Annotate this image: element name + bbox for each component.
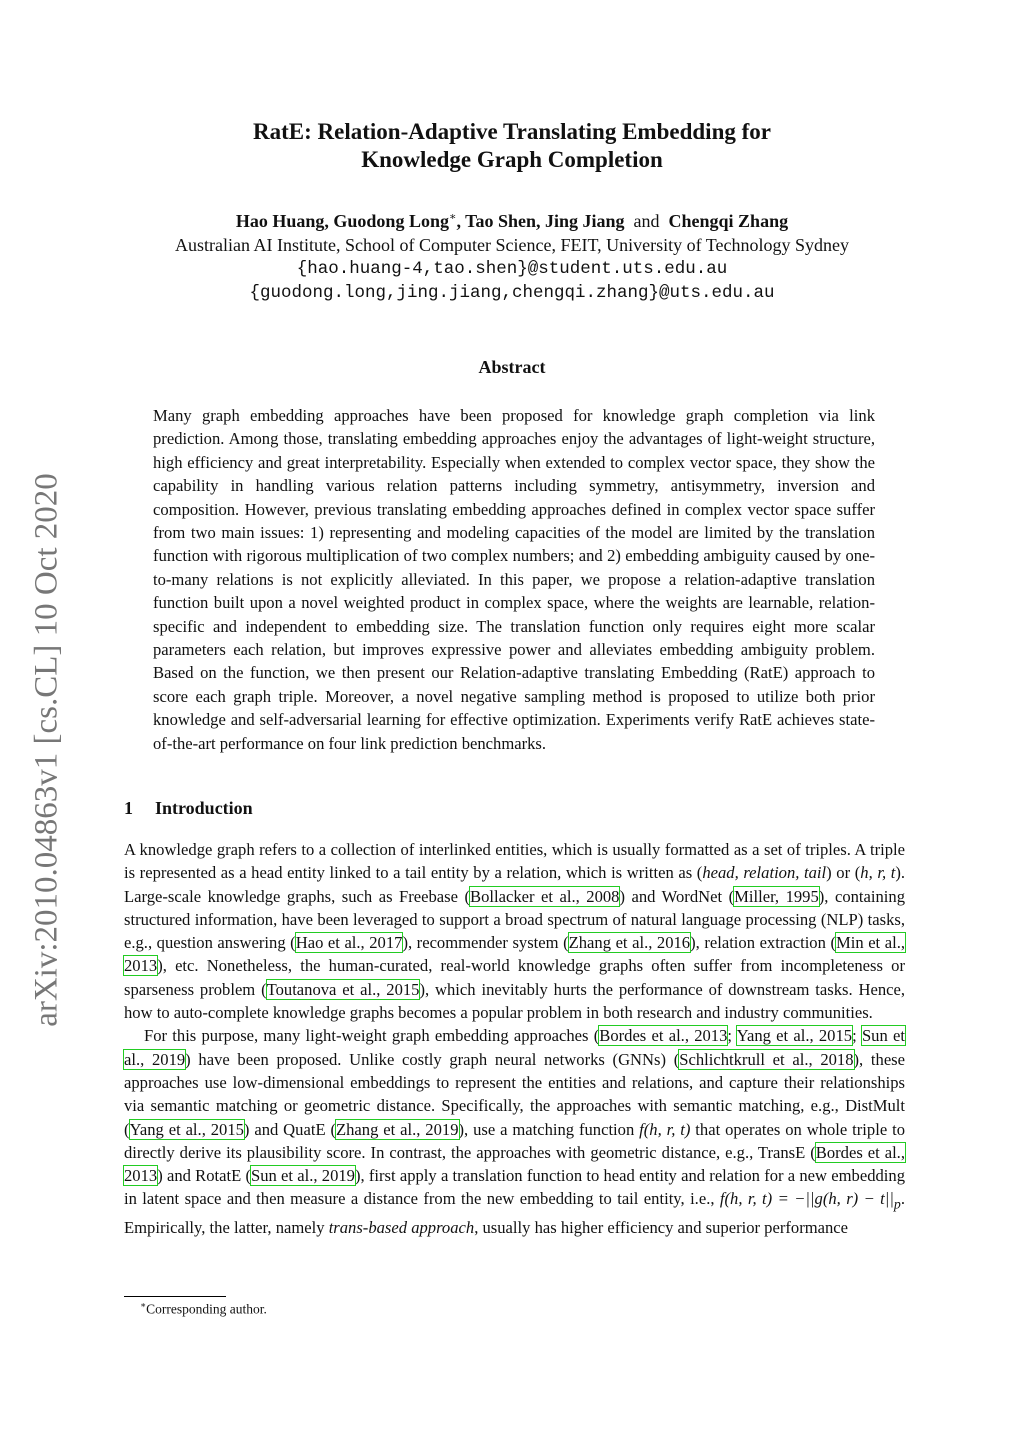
footnote-text: Corresponding author. xyxy=(146,1301,267,1317)
text-run: ) and QuatE ( xyxy=(243,1119,336,1139)
text-run: ; xyxy=(852,1026,862,1046)
text-run: . Empirically, the latter, namely xyxy=(124,1189,905,1238)
paragraph-1 xyxy=(124,838,905,1024)
italic-run: h, r, t xyxy=(860,863,896,883)
citation-link[interactable]: Yang et al., 2015 xyxy=(736,1026,853,1046)
paragraph-2 xyxy=(124,1024,905,1239)
author-block xyxy=(0,205,1024,305)
footnote-mark: ∗ xyxy=(140,1300,147,1310)
citation-link[interactable]: Sun et al., 2019 xyxy=(251,1166,355,1186)
author-group-2: , Tao Shen, Jing Jiang xyxy=(456,211,625,231)
section-body xyxy=(124,838,905,1239)
text-run: ). Large-scale knowledge graphs, such as Freebase ( xyxy=(124,863,906,906)
citation-link[interactable]: Bollacker et al., 2008 xyxy=(470,886,620,906)
text-run: ), recommender system ( xyxy=(402,933,569,953)
text-run: that operates on whole triple to directly derive its plausibility score. In contrast, the approaches with geometric distance, e.g., TransE ( xyxy=(124,1119,905,1162)
text-run: A knowledge graph refers to a collection of interlinked entities, which is usually formatted as a set of triples. A triple is represented as a head entity linked to a tail entity by a relation, which is written as ( xyxy=(124,840,905,883)
citation-link[interactable]: Min et al., 2013 xyxy=(124,933,905,976)
citation-link[interactable]: Bordes et al., 2013 xyxy=(599,1026,728,1046)
text-run: ) and WordNet ( xyxy=(619,886,735,906)
citation-link[interactable]: Schlichtkrull et al., 2018 xyxy=(679,1049,854,1069)
author-group-3: Chengqi Zhang xyxy=(668,211,789,231)
arxiv-identifier: arXiv:2010.04863v1 [cs.CL] 10 Oct 2020 xyxy=(28,473,65,1027)
text-run: ; xyxy=(727,1026,737,1046)
text-run: ), which inevitably hurts the performance of downstream tasks. Hence, how to auto-complete knowledge graphs becomes a popular problem in both research and industry communities. xyxy=(124,979,905,1023)
citation-link[interactable]: Miller, 1995 xyxy=(734,886,819,906)
text-run: ), relation extraction ( xyxy=(690,933,836,953)
citation-link[interactable]: Toutanova et al., 2015 xyxy=(266,979,420,999)
text-run: ) and RotatE ( xyxy=(157,1166,251,1186)
italic-run: head, relation, tail xyxy=(702,863,827,883)
abstract-text: Many graph embedding approaches have been proposed for knowledge graph completion via link prediction. Among those, translating embedding approaches enjoy the advantages of light-weight structure, high efficiency and great interpretability. Especially when extended to complex vector space, they show the capability in handling various relation patterns including symmetry, antisymmetry, inversion and composition. However, previous translating embedding approaches defined in complex vector space suffer from two main issues: 1) representing and modeling capacities of the model are limited by the translation function with rigorous multiplication of two complex numbers; and 2) embedding ambiguity caused by one-to-many relations is not explicitly alleviated. In this paper, we propose a relation-adaptive translation function built upon a novel weighted product in complex space, where the weights are learnable, relation-specific and independent to embedding size. The translation function only requires eight more scalar parameters each relation, but improves expressive power and alleviates embedding ambiguity problem. Based on the function, we then present our Relation-adaptive translating Embedding (RatE) approach to score each graph triple. Moreover, a novel negative sampling method is proposed to utilize both prior knowledge and self-adversarial learning for effective optimization. Experiments verify RatE achieves state-of-the-art performance on four link prediction benchmarks. xyxy=(153,406,875,753)
abstract-heading: Abstract xyxy=(478,357,546,377)
math-inline: f(h, r, t) = −||g(h, r) − t|| xyxy=(719,1189,894,1209)
affiliation: Australian AI Institute, School of Computer Science, FEIT, University of Technology Sydney xyxy=(175,235,849,255)
math-inline: f(h, r, t) xyxy=(639,1119,691,1139)
section-heading xyxy=(124,798,253,819)
text-run: ) or ( xyxy=(826,863,861,883)
citation-link[interactable]: Hao et al., 2017 xyxy=(295,933,403,953)
citation-link[interactable]: Bordes et al., 2013 xyxy=(124,1142,905,1186)
footnote-rule xyxy=(124,1296,226,1297)
italic-run: trans-based approach xyxy=(328,1218,475,1238)
paper-title xyxy=(0,118,1024,174)
author-and: and xyxy=(633,211,660,231)
text-run: ), etc. Nonetheless, the human-curated, real-world knowledge graphs often suffer from incompleteness or sparseness problem ( xyxy=(124,956,905,999)
email-line-1: {hao.huang-4,tao.shen}@student.uts.edu.au xyxy=(296,259,728,279)
corresponding-mark: ∗ xyxy=(448,211,457,223)
title-line-2: Knowledge Graph Completion xyxy=(361,147,663,172)
arxiv-sidebar xyxy=(22,450,72,1050)
text-run: ), these approaches use low-dimensional embeddings to represent the entities and relations, and capture their relationships via semantic matching or geometric distance. Specifically, the approaches with semantic matching, e.g., DistMult ( xyxy=(124,1049,906,1139)
text-run: ), containing structured information, have been leveraged to support a broad spectrum of natural language processing (NLP) tasks, e.g., question answering ( xyxy=(124,886,906,953)
author-names xyxy=(0,205,1024,233)
text-run: ) have been proposed. Unlike costly graph neural networks (GNNs) ( xyxy=(185,1049,680,1069)
author-group-1: Hao Huang, Guodong Long xyxy=(235,211,449,231)
title-line-1: RatE: Relation-Adaptive Translating Embedding for xyxy=(253,119,771,144)
footnote xyxy=(140,1300,267,1318)
text-run: , usually has higher efficiency and superior performance xyxy=(474,1218,849,1238)
citation-link[interactable]: Zhang et al., 2016 xyxy=(568,933,691,953)
text-run: For this purpose, many light-weight graph embedding approaches ( xyxy=(144,1026,600,1046)
text-run: ), first apply a translation function to head entity and relation for a new embedding in latent space and then measure a distance from the new embedding to tail entity, i.e., xyxy=(124,1166,906,1209)
math-subscript: p xyxy=(893,1196,901,1212)
section-title: Introduction xyxy=(155,798,253,818)
citation-link[interactable]: Yang et al., 2015 xyxy=(129,1119,244,1139)
citation-link[interactable]: Sun et al., 2019 xyxy=(124,1026,905,1069)
text-run: ), use a matching function xyxy=(458,1119,640,1139)
citation-link[interactable]: Zhang et al., 2019 xyxy=(336,1119,459,1139)
section-number: 1 xyxy=(124,798,133,818)
email-line-2: {guodong.long,jing.jiang,chengqi.zhang}@uts.edu.au xyxy=(249,283,775,303)
